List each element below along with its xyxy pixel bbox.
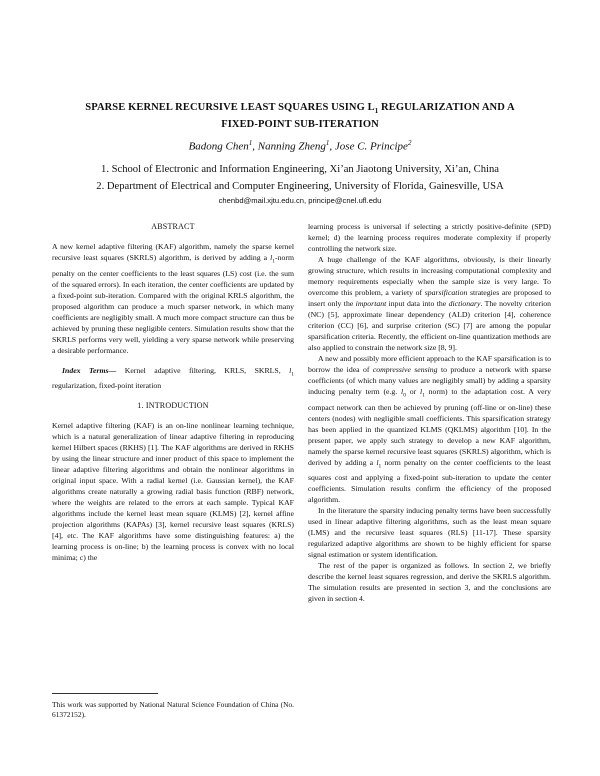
abstract-heading: ABSTRACT <box>151 222 195 231</box>
intro-paragraph-5: The rest of the paper is organized as follows. In section 2, we briefly describe the kernel least squares regression, and derive the SKRLS algorithm. The simulation results are presented in section 3, and the conclusions are given in section 4. <box>308 561 551 604</box>
affiliation-1: 1. School of Electronic and Information Engineering, Xi’an Jiaotong University, Xi’an, China <box>101 164 499 175</box>
author-emails: chenbd@mail.xjtu.edu.cn, principe@cnel.ufl.edu <box>218 196 382 205</box>
author-3: Jose C. Principe <box>334 140 408 153</box>
title-line-2: FIXED-POINT SUB-ITERATION <box>221 119 379 131</box>
introduction-heading: 1. INTRODUCTION <box>137 401 209 411</box>
affiliation-2: 2. Department of Electrical and Computer Engineering, University of Florida, Gainesville, USA <box>96 181 504 192</box>
index-terms: Index Terms— Kernel adaptive filtering, KRLS, SKRLS, $l_1$ regularization, fixed-point iteration <box>52 365 295 391</box>
funding-footnote: This work was supported by National Natural Science Foundation of China (No. 61372152). <box>52 700 294 719</box>
intro-paragraph-3: A new and possibly more efficient approach to the KAF sparsification is to borrow the idea of compressive sensing to produce a network with sparse coefficients (of which many values are negligibly small) by adding a sparsity inducing penalty term (e.g. $l_0$ or $l_1$ norm) to the adaptation cost. A very compact network can then be achieved by pruning (off-line or on-line) these centers (nodes) with negligible small coefficients. This sparsification strategy has been applied in the quantized KLMS (QKLMS) algorithm [10]. In the present paper, we apply such strategy to develop a new KAF algorithm, namely the sparse kernel recursive least squares (SKRLS) algorithm, which is derived by adding a $l_1$ norm penalty on the center coefficients to the least squares cost and applying a fixed-point sub-iteration to update the center coefficients. Simulation results confirm the efficiency of the proposed algorithm. <box>308 354 551 505</box>
author-2: Nanning Zheng <box>257 140 326 153</box>
footnote-divider <box>52 693 158 694</box>
authors-line: Badong Chen$^1$, Nanning Zheng$^1$, Jose C. Principe$^2$ <box>188 139 412 153</box>
abstract-text: A new kernel adaptive filtering (KAF) algorithm, namely the sparse kernel recursive least squares (SKRLS) algorithm, is derived by adding a $l_1$-norm penalty on the center coefficients to the least squares (LS) cost (i.e. the sum of the squared errors). In each iteration, the center coefficients are updated by a fixed-point sub-iteration. Compared with the original KRLS algorithm, the proposed algorithm can produce a much sparser network, in which many coefficients are negligibly small. A much more compact structure can thus be achieved by pruning these negligible centers. Simulation results show that the SKRLS performs very well, yielding a very sparse network while preserving a desirable performance. <box>52 242 294 355</box>
intro-paragraph-1-continued: learning process is universal if selecting a strictly positive-definite (SPD) kernel; d) the learning process requires moderate complexity if properly controlling the network size. <box>308 222 551 253</box>
right-column <box>308 221 551 604</box>
title-line-1: SPARSE KERNEL RECURSIVE LEAST SQUARES USING $L_1$ REGULARIZATION AND A <box>85 102 515 116</box>
author-1: Badong Chen <box>188 140 249 153</box>
intro-paragraph-4: In the literature the sparsity inducing penalty terms have been successfully used in linear adaptive filtering algorithms, such as the least mean square (LMS) and the recursive least squares (RLS) [11-17]. These sparsity regularized adaptive algorithms are shown to be highly efficient for sparse signal estimation or system identification. <box>308 506 551 560</box>
intro-paragraph-1: Kernel adaptive filtering (KAF) is an on-line nonlinear learning technique, which is a natural generalization of linear adaptive filtering in reproducing kernel Hilbert spaces (RKHS) [1]. The KAF algorithms are derived in RKHS by using the linear structure and inner product of this space to implement the linear adaptive filtering algorithms and obtain the nonlinear algorithms in original input space. With a radial kernel (i.e. Gaussian kernel), the KAF algorithms create naturally a growing radial basis function (RBF) network, where the weights are related to the errors at each sample. Typical KAF algorithms include the kernel least mean square (KLMS) [2], kernel affine projection algorithms (KAPAs) [3], kernel recursive least squares (KRLS) [4], etc. The KAF algorithms have some distinguishing features: a) the learning process is on-line; b) the learning process is convex with no local minima; c) the <box>52 421 294 563</box>
intro-paragraph-2: A huge challenge of the KAF algorithms, obviously, is their linearly growing structure, which results in increasing computational complexity and memory requirements especially when the sample size is very large. To overcome this problem, a variety of sparsification strategies are proposed to insert only the important input data into the dictionary. The novelty criterion (NC) [5], approximate linear dependency (ALD) criterion [4], coherence criterion (CC) [6], and surprise criterion (SC) [7] are among the popular sparsification criteria. Recently, the efficient on-line quantization methods are also applied to constrain the network size [8, 9]. <box>308 255 552 352</box>
left-column <box>52 221 294 563</box>
paper-title <box>40 101 560 132</box>
